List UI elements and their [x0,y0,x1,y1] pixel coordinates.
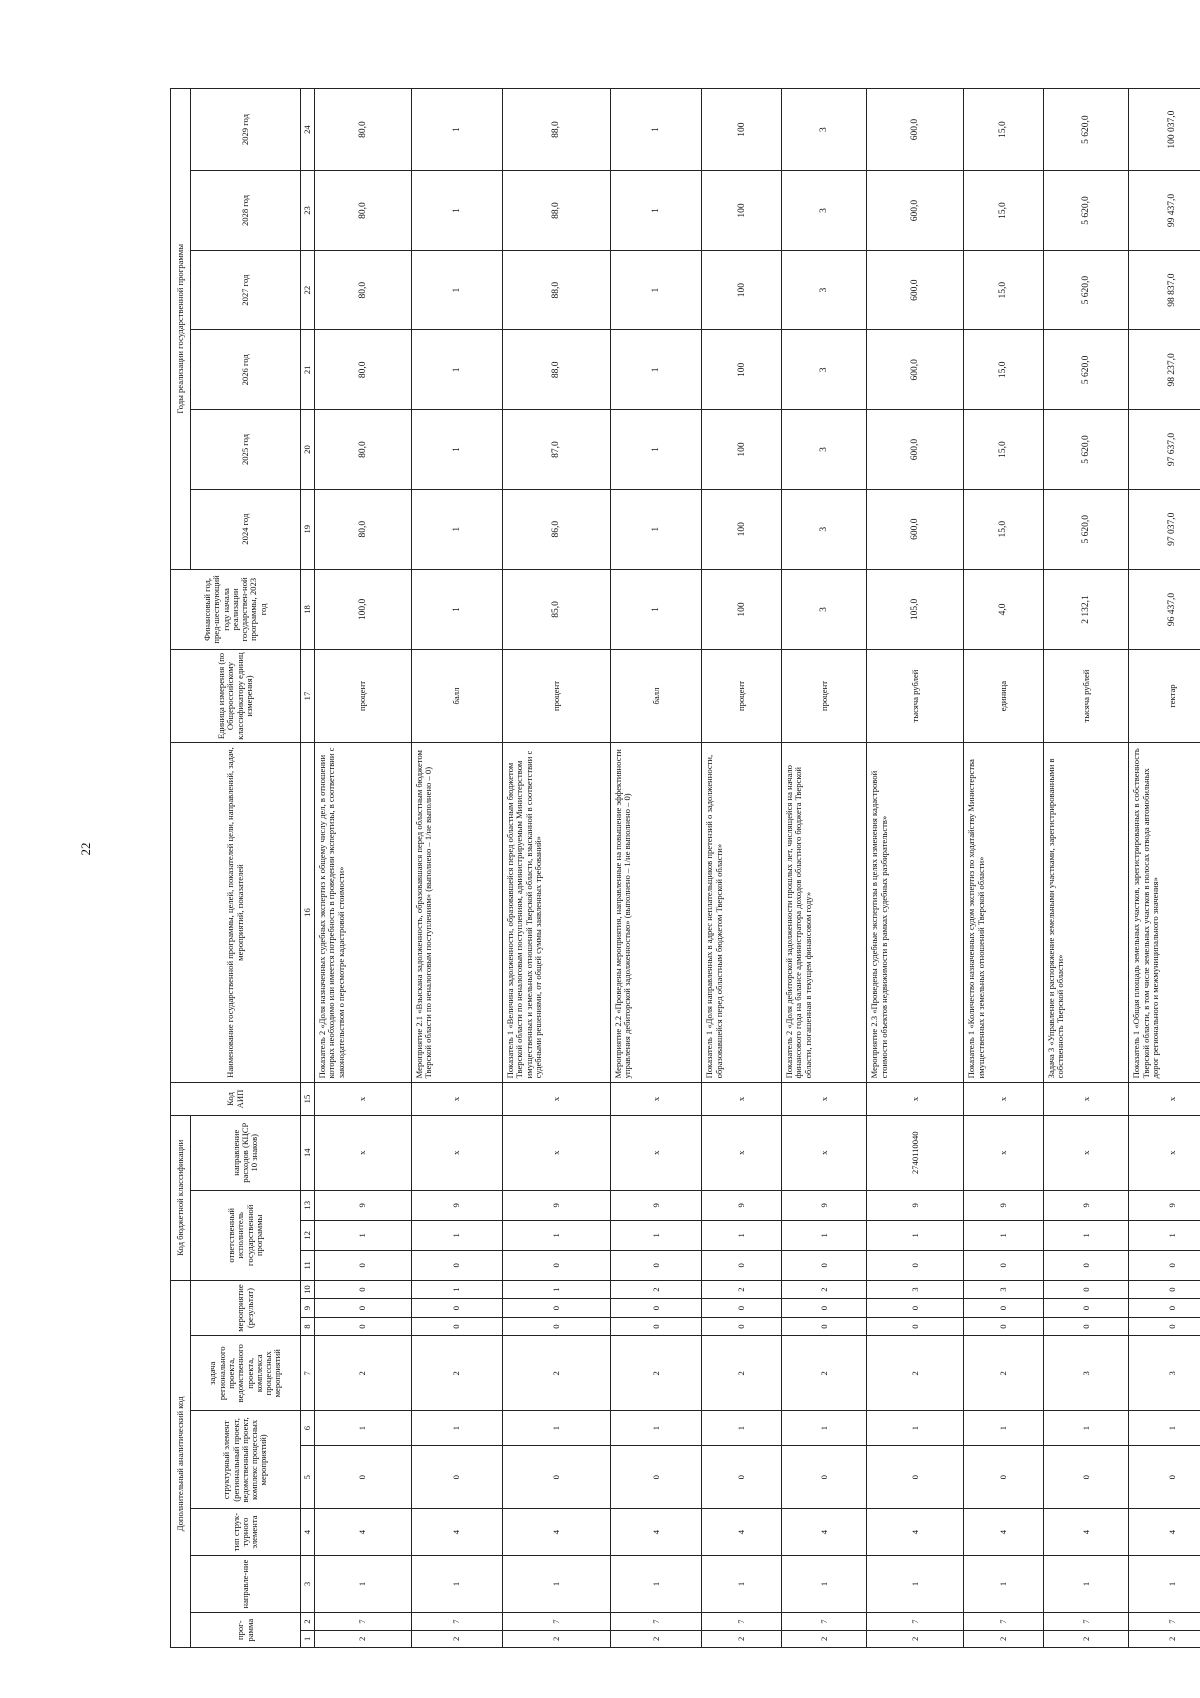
column-number: 5 [301,1445,315,1509]
code-cell: x [502,1115,610,1190]
header-year-2025: 2025 год [191,410,301,490]
year-value: 1 [611,171,702,251]
program-indicators-table [170,88,1200,1648]
code-cell: 7 [411,1613,502,1630]
code-cell: x [782,1083,867,1115]
unit-cell: процент [782,650,867,742]
unit-cell: процент [315,650,412,742]
code-cell: 0 [1043,1280,1128,1299]
code-cell: 0 [964,1445,1044,1509]
code-cell: 3 [1129,1336,1200,1411]
code-cell: 2 [782,1336,867,1411]
header-program: прог-рамма [191,1613,301,1648]
header-fin-year: Финансовый год, пред-шествующий году начала реализации государствен-ной программы, 2023 год [171,569,301,650]
code-cell: 0 [702,1317,782,1335]
code-cell: 1 [1129,1555,1200,1613]
code-cell: 7 [867,1613,964,1630]
year-value: 1 [611,250,702,330]
code-cell: x [502,1083,610,1115]
code-cell: 4 [1043,1509,1128,1555]
code-cell: 1 [315,1555,412,1613]
code-cell: 0 [782,1250,867,1280]
code-cell: 2 [315,1336,412,1411]
year-value: 100 [702,171,782,251]
fin-year-value: 4,0 [964,569,1044,650]
code-cell: x [611,1115,702,1190]
column-number: 24 [301,89,315,171]
header-unit: Единица измерения (по Общероссийскому классификатору единиц измерения) [171,650,301,742]
code-cell: 1 [867,1411,964,1446]
year-value: 1 [411,89,502,171]
year-value: 1 [611,89,702,171]
column-number: 18 [301,569,315,650]
code-cell: 0 [502,1299,610,1317]
year-value: 88,0 [502,250,610,330]
code-cell: x [411,1115,502,1190]
header-event: мероприятие (результат) [191,1280,301,1335]
code-cell: 4 [502,1509,610,1555]
code-cell: x [1129,1083,1200,1115]
code-cell: 2 [411,1336,502,1411]
code-cell: 0 [315,1280,412,1299]
year-value: 100 [702,250,782,330]
code-cell: x [1129,1115,1200,1190]
code-cell: 7 [782,1613,867,1630]
code-cell: 2 [702,1630,782,1647]
code-cell: 1 [502,1280,610,1299]
unit-cell: тысяча рублей [1043,650,1128,742]
code-cell: 9 [1043,1190,1128,1220]
year-value: 15,0 [964,330,1044,410]
column-number: 22 [301,250,315,330]
header-type-struct: тип струк-турного элемента [191,1509,301,1555]
code-cell: 7 [1129,1613,1200,1630]
year-value: 600,0 [867,330,964,410]
code-cell: 0 [782,1317,867,1335]
code-cell: 0 [1129,1299,1200,1317]
fin-year-value: 2 132,1 [1043,569,1128,650]
table-row [964,89,1044,1648]
code-cell: 0 [867,1299,964,1317]
year-value: 3 [782,410,867,490]
code-cell: 2 [502,1630,610,1647]
year-value: 3 [782,489,867,569]
year-value: 1 [411,171,502,251]
code-cell: 0 [315,1299,412,1317]
code-cell: 9 [502,1190,610,1220]
code-cell: 0 [964,1299,1044,1317]
code-cell: 0 [1043,1299,1128,1317]
code-cell: 2 [1043,1630,1128,1647]
column-number: 2 [301,1613,315,1630]
code-cell: 4 [964,1509,1044,1555]
column-number: 3 [301,1555,315,1613]
code-cell: 4 [411,1509,502,1555]
code-cell: 2 [867,1630,964,1647]
year-value: 80,0 [315,489,412,569]
code-cell: x [611,1083,702,1115]
code-cell: 0 [867,1445,964,1509]
unit-cell: единица [964,650,1044,742]
code-cell: 4 [867,1509,964,1555]
table-row [502,89,610,1648]
indicator-name: Мероприятие 2.1 «Взыскана задолженность, образовавшаяся перед областным бюджетом Тверской области по неналоговым поступлениям» (выполнено – 1/не выполнено – 0) [411,742,502,1083]
code-cell: 9 [964,1190,1044,1220]
code-cell: 0 [964,1250,1044,1280]
code-cell: 0 [702,1299,782,1317]
column-number: 8 [301,1317,315,1335]
year-value: 87,0 [502,410,610,490]
column-number: 20 [301,410,315,490]
year-value: 88,0 [502,330,610,410]
unit-cell: тысяча рублей [867,650,964,742]
column-number: 6 [301,1411,315,1446]
code-cell: 9 [702,1190,782,1220]
code-cell: 3 [1043,1336,1128,1411]
code-cell: x [964,1115,1044,1190]
code-cell: x [315,1083,412,1115]
code-cell: 0 [411,1317,502,1335]
year-value: 5 620,0 [1043,489,1128,569]
code-cell: 1 [411,1555,502,1613]
header-name: Наименование государственной программы, целей, показателей цели, направлений, задач, мероприятий, показателей [171,742,301,1083]
table-row [611,89,702,1648]
code-cell: 7 [502,1613,610,1630]
code-cell: 0 [1043,1317,1128,1335]
fin-year-value: 100 [702,569,782,650]
year-value: 15,0 [964,171,1044,251]
code-cell: 2 [782,1280,867,1299]
code-cell: 1 [611,1220,702,1250]
code-cell: 4 [782,1509,867,1555]
fin-year-value: 96 437,0 [1129,569,1200,650]
code-cell: 1 [502,1555,610,1613]
code-cell: 1 [502,1411,610,1446]
fin-year-value: 1 [611,569,702,650]
code-cell: x [315,1115,412,1190]
indicator-name: Показатель 2 «Доля назначенных судебных экспертиз к общему числу дел, в отношении которых необходимо или имеется потребность в проведении экспертизы, в соответствии с законодательством о пересмотре кадастровой стоимости» [315,742,412,1083]
code-cell: 2 [611,1336,702,1411]
year-value: 100 [702,89,782,171]
indicator-name: Показатель 1 «Величина задолженности, образовавшейся перед областным бюджетом Тверской области по неналоговым поступлениям, администрируемым Министерством имущественных и земельных отношений Тверской области, взысканной в соответствии с судебными решениями, от общей суммы заявленных требований» [502,742,610,1083]
rotated-table-container [170,88,1200,1648]
code-cell: 1 [315,1411,412,1446]
year-value: 5 620,0 [1043,410,1128,490]
year-value: 86,0 [502,489,610,569]
code-cell: 4 [1129,1509,1200,1555]
unit-cell: балл [611,650,702,742]
code-cell: 1 [702,1220,782,1250]
year-value: 88,0 [502,171,610,251]
year-value: 98 237,0 [1129,330,1200,410]
year-value: 1 [611,410,702,490]
indicator-name: Показатель 1 «Доля направленных в адрес неплательщиков претензий о задолженности, образовавшейся перед областным бюджетом Тверской области» [702,742,782,1083]
header-year-2026: 2026 год [191,330,301,410]
unit-cell: гектар [1129,650,1200,742]
code-cell: 1 [411,1220,502,1250]
unit-cell: процент [502,650,610,742]
year-value: 1 [611,330,702,410]
code-cell: 4 [702,1509,782,1555]
code-cell: 2 [702,1336,782,1411]
code-cell: 2 [611,1280,702,1299]
year-value: 100 [702,330,782,410]
code-cell: 2 [867,1336,964,1411]
fin-year-value: 85,0 [502,569,610,650]
table-row [1043,89,1128,1648]
year-value: 97 637,0 [1129,410,1200,490]
code-cell: x [702,1115,782,1190]
code-cell: 1 [411,1280,502,1299]
code-cell: 1 [1043,1555,1128,1613]
code-cell: 1 [315,1220,412,1250]
table-row [867,89,964,1648]
year-value: 1 [611,489,702,569]
code-cell: 3 [867,1280,964,1299]
indicator-name: Мероприятие 2.3 «Проведены судебные экспертизы в целях изменения кадастровой стоимости объектов недвижимости в рамках судебных разбирательств» [867,742,964,1083]
code-cell: 7 [702,1613,782,1630]
code-cell: x [1043,1083,1128,1115]
code-cell: 1 [782,1411,867,1446]
year-value: 80,0 [315,410,412,490]
code-cell: 1 [702,1555,782,1613]
year-value: 1 [411,250,502,330]
code-cell: 1 [964,1555,1044,1613]
header-task: задача регионального проекта, ведомственного проекта, комплекса процессных мероприятий [191,1336,301,1411]
code-cell: 1 [867,1555,964,1613]
code-cell: 1 [1043,1220,1128,1250]
year-value: 600,0 [867,89,964,171]
indicator-name: Показатель 1 «Общая площадь земельных участков, зарегистрированных в собственность Тверской области, в том числе земельных участков в полосах отвода автомобильных дорог регионального и межмуниципального значения» [1129,742,1200,1083]
column-number: 17 [301,650,315,742]
header-year-2027: 2027 год [191,250,301,330]
code-cell: 0 [1043,1250,1128,1280]
year-value: 100 [702,410,782,490]
year-value: 80,0 [315,250,412,330]
code-cell: 7 [611,1613,702,1630]
fin-year-value: 100,0 [315,569,412,650]
year-value: 5 620,0 [1043,250,1128,330]
code-cell: 1 [964,1411,1044,1446]
header-expense-direction: направление расходов (КЦСР 10 знаков) [191,1115,301,1190]
code-cell: 0 [411,1299,502,1317]
code-cell: 0 [502,1317,610,1335]
code-cell: 0 [1129,1317,1200,1335]
indicator-name: Показатель 2 «Доля дебиторской задолженности прошлых лет, числящейся на начало финансового года на балансе администратора доходов областного бюджета Тверской области, погашенная в текущем финансовом году» [782,742,867,1083]
year-value: 100 037,0 [1129,89,1200,171]
column-number: 14 [301,1115,315,1190]
code-cell: 2 [702,1280,782,1299]
header-year-2028: 2028 год [191,171,301,251]
year-value: 15,0 [964,89,1044,171]
header-years-group: Годы реализации государственной программы [171,89,191,570]
code-cell: x [782,1115,867,1190]
year-value: 88,0 [502,89,610,171]
code-cell: 0 [782,1299,867,1317]
code-cell: 2 [502,1336,610,1411]
column-number: 21 [301,330,315,410]
code-cell: x [1043,1115,1128,1190]
year-value: 5 620,0 [1043,330,1128,410]
code-cell: 0 [315,1250,412,1280]
year-value: 1 [411,410,502,490]
column-number: 7 [301,1336,315,1411]
code-cell: 0 [502,1445,610,1509]
code-cell: 1 [1129,1220,1200,1250]
table-row [1129,89,1200,1648]
year-value: 3 [782,250,867,330]
code-cell: 1 [782,1220,867,1250]
column-number: 9 [301,1299,315,1317]
code-cell: 1 [502,1220,610,1250]
code-cell: 0 [1129,1250,1200,1280]
unit-cell: балл [411,650,502,742]
fin-year-value: 3 [782,569,867,650]
code-cell: 2 [611,1630,702,1647]
code-cell: 0 [867,1250,964,1280]
code-cell: x [964,1083,1044,1115]
code-cell: 0 [315,1445,412,1509]
column-number: 4 [301,1509,315,1555]
code-cell: 3 [964,1280,1044,1299]
year-value: 98 837,0 [1129,250,1200,330]
code-cell: 2740110040 [867,1115,964,1190]
code-cell: 0 [782,1445,867,1509]
table-row [411,89,502,1648]
code-cell: 0 [702,1445,782,1509]
code-cell: 9 [315,1190,412,1220]
code-cell: 1 [1129,1411,1200,1446]
code-cell: 7 [315,1613,412,1630]
indicator-name: Задача 3 «Управление и распоряжение земельными участками, зарегистрированными в собственность Тверской области» [1043,742,1128,1083]
code-cell: 9 [1129,1190,1200,1220]
code-cell: 0 [611,1317,702,1335]
unit-cell: процент [702,650,782,742]
fin-year-value: 1 [411,569,502,650]
header-direction: направле-ние [191,1555,301,1613]
header-executor: ответственный исполнитель государственной программы [191,1190,301,1280]
year-value: 3 [782,89,867,171]
page-number: 22 [78,842,93,856]
header-aip-code: Код АИП [171,1083,301,1115]
table-row [315,89,412,1648]
code-cell: 0 [315,1317,412,1335]
code-cell: 4 [611,1509,702,1555]
column-number: 1 [301,1630,315,1647]
code-cell: 0 [502,1250,610,1280]
year-value: 97 037,0 [1129,489,1200,569]
column-number: 10 [301,1280,315,1299]
year-value: 99 437,0 [1129,171,1200,251]
code-cell: 7 [964,1613,1044,1630]
code-cell: 0 [411,1250,502,1280]
column-number: 13 [301,1190,315,1220]
code-cell: x [411,1083,502,1115]
column-number: 12 [301,1220,315,1250]
column-number: 11 [301,1250,315,1280]
code-cell: 1 [702,1411,782,1446]
indicator-name: Показатель 1 «Количество назначенных судом экспертиз по ходатайству Министерства имущественных и земельных отношений Тверской области» [964,742,1044,1083]
table-row [782,89,867,1648]
code-cell: 2 [964,1336,1044,1411]
code-cell: 0 [611,1250,702,1280]
code-cell: 0 [411,1445,502,1509]
year-value: 600,0 [867,250,964,330]
year-value: 600,0 [867,171,964,251]
code-cell: x [867,1083,964,1115]
code-cell: 0 [964,1317,1044,1335]
year-value: 5 620,0 [1043,171,1128,251]
code-cell: 9 [411,1190,502,1220]
code-cell: 0 [1043,1445,1128,1509]
column-number: 23 [301,171,315,251]
column-number: 16 [301,742,315,1083]
year-value: 15,0 [964,250,1044,330]
fin-year-value: 105,0 [867,569,964,650]
code-cell: 9 [782,1190,867,1220]
column-number: 15 [301,1083,315,1115]
code-cell: 9 [867,1190,964,1220]
indicator-name: Мероприятие 2.2 «Проведены мероприятия, направленные на повышение эффективности управления дебиторской задолженностью» (выполнено – 1/не выполнено – 0) [611,742,702,1083]
code-cell: 2 [964,1630,1044,1647]
year-value: 100 [702,489,782,569]
year-value: 600,0 [867,410,964,490]
header-year-2024: 2024 год [191,489,301,569]
year-value: 80,0 [315,89,412,171]
code-cell: 4 [315,1509,412,1555]
code-cell: 0 [702,1250,782,1280]
year-value: 3 [782,330,867,410]
year-value: 80,0 [315,330,412,410]
year-value: 3 [782,171,867,251]
header-year-2029: 2029 год [191,89,301,171]
code-cell: 1 [611,1411,702,1446]
code-cell: 1 [611,1555,702,1613]
header-additional-code: Дополнительный аналитический код [171,1280,191,1647]
header-struct-element: структурный элемент (региональный проект, ведомственный проект, комплекс процессных мероприятий) [191,1411,301,1509]
code-cell: 9 [611,1190,702,1220]
code-cell: 2 [1129,1630,1200,1647]
code-cell: 2 [782,1630,867,1647]
year-value: 600,0 [867,489,964,569]
code-cell: 7 [1043,1613,1128,1630]
year-value: 1 [411,489,502,569]
code-cell: 0 [1129,1280,1200,1299]
column-number: 19 [301,489,315,569]
code-cell: 1 [964,1220,1044,1250]
header-budget-code: Код бюджетной классификации [171,1115,191,1280]
code-cell: 1 [411,1411,502,1446]
code-cell: 2 [315,1630,412,1647]
code-cell: 2 [411,1630,502,1647]
year-value: 80,0 [315,171,412,251]
table-row [702,89,782,1648]
code-cell: 1 [1043,1411,1128,1446]
code-cell: 1 [782,1555,867,1613]
code-cell: 0 [867,1317,964,1335]
year-value: 5 620,0 [1043,89,1128,171]
code-cell: 0 [611,1445,702,1509]
year-value: 15,0 [964,489,1044,569]
code-cell: 0 [611,1299,702,1317]
code-cell: 1 [867,1220,964,1250]
code-cell: x [702,1083,782,1115]
code-cell: 0 [1129,1445,1200,1509]
year-value: 1 [411,330,502,410]
year-value: 15,0 [964,410,1044,490]
